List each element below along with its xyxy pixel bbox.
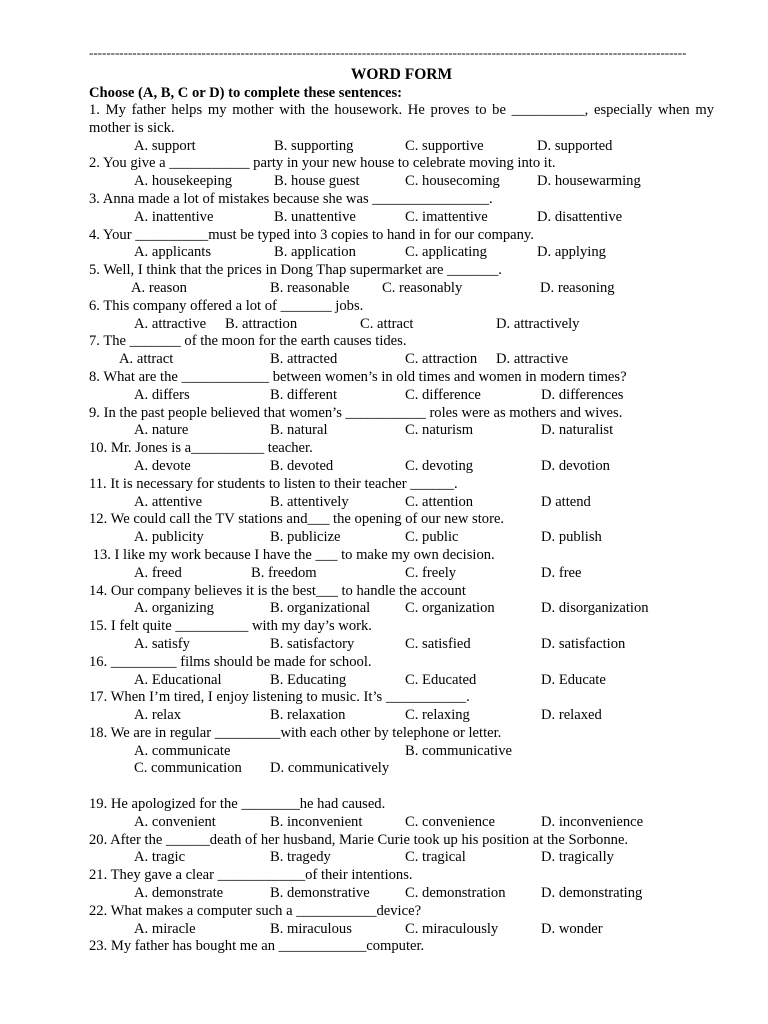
- option-6d: D. attractively: [496, 315, 580, 332]
- option-17a: A. relax: [134, 707, 182, 724]
- option-7a: A. attract: [119, 351, 174, 368]
- option-14c: C. organization: [405, 600, 495, 617]
- top-divider: ------------------------------------------------------------------------------------------------------------------------------------------: [89, 45, 687, 60]
- page-title: WORD FORM: [350, 66, 453, 83]
- question-12: 12. We could call the TV stations and___ the opening of our new store.: [89, 511, 505, 528]
- option-21b: B. demonstrative: [270, 885, 370, 902]
- option-13d: D. free: [541, 564, 582, 581]
- option-6c: C. attract: [360, 315, 414, 332]
- option-4b: B. application: [274, 244, 356, 261]
- option-9d: D. naturalist: [541, 422, 614, 439]
- question-7: 7. The _______ of the moon for the earth causes tides.: [89, 333, 407, 350]
- option-5d: D. reasoning: [540, 279, 615, 296]
- option-7d: D. attractive: [496, 351, 569, 368]
- option-10d: D. devotion: [541, 457, 610, 474]
- options-row-13: [89, 565, 714, 583]
- option-2b: B. house guest: [274, 173, 360, 190]
- option-4a: A. applicants: [134, 244, 212, 261]
- option-11c: C. attention: [405, 493, 474, 510]
- option-3a: A. inattentive: [134, 208, 214, 225]
- option-15b: B. satisfactory: [270, 635, 355, 652]
- options-row-17: [89, 707, 714, 725]
- option-2d: D. housewarming: [537, 173, 641, 190]
- option-18b: B. communicative: [405, 742, 512, 759]
- option-11d: D attend: [541, 493, 591, 510]
- options-row-18b: [89, 760, 714, 778]
- spacer: [89, 778, 714, 796]
- option-14a: A. organizing: [134, 600, 214, 617]
- option-1a: A. support: [134, 137, 196, 154]
- option-21d: D. demonstrating: [541, 885, 643, 902]
- option-15c: C. satisfied: [405, 635, 471, 652]
- option-22c: C. miraculously: [405, 920, 499, 937]
- option-4d: D. applying: [537, 244, 606, 261]
- options-row-20: [89, 849, 714, 867]
- option-12c: C. public: [405, 529, 459, 546]
- option-5a: A. reason: [131, 279, 187, 296]
- option-18c: C. communication: [134, 760, 242, 777]
- option-18d: D. communicatively: [270, 760, 390, 777]
- question-3: 3. Anna made a lot of mistakes because she was ________________.: [89, 190, 493, 207]
- option-17c: C. relaxing: [405, 707, 470, 724]
- question-8: 8. What are the ____________ between women’s in old times and women in modern times?: [89, 368, 627, 385]
- options-row-1: [89, 138, 714, 156]
- option-19b: B. inconvenient: [270, 813, 363, 830]
- options-row-16: [89, 672, 714, 690]
- question-19: 19. He apologized for the ________he had caused.: [89, 796, 386, 813]
- option-3c: C. imattentive: [405, 208, 488, 225]
- option-15d: D. satisfaction: [541, 635, 626, 652]
- option-1d: D. supported: [537, 137, 613, 154]
- options-row-9: [89, 422, 714, 440]
- option-7c: C. attraction: [405, 351, 478, 368]
- options-row-7: [89, 351, 714, 369]
- option-3d: D. disattentive: [537, 208, 623, 225]
- option-9a: A. nature: [134, 422, 189, 439]
- question-1: 1. My father helps my mother with the housework. He proves to be __________, especially when my mother is sick.: [89, 102, 714, 136]
- option-20d: D. tragically: [541, 849, 614, 866]
- option-11a: A. attentive: [134, 493, 203, 510]
- option-13a: A. freed: [134, 564, 182, 581]
- question-4: 4. Your __________must be typed into 3 copies to hand in for our company.: [89, 226, 534, 243]
- option-12b: B. publicize: [270, 529, 341, 546]
- question-6: 6. This company offered a lot of _______ jobs.: [89, 297, 364, 314]
- options-row-14: [89, 600, 714, 618]
- option-16b: B. Educating: [270, 671, 347, 688]
- option-20a: A. tragic: [134, 849, 186, 866]
- question-17: 17. When I’m tired, I enjoy listening to music. It’s ___________.: [89, 689, 470, 706]
- option-22a: A. miracle: [134, 920, 196, 937]
- question-9: 9. In the past people believed that women’s ___________ roles were as mothers and wives.: [89, 404, 623, 421]
- options-row-10: [89, 458, 714, 476]
- option-18a: A. communicate: [134, 742, 231, 759]
- question-16: 16. _________ films should be made for school.: [89, 653, 372, 670]
- options-row-6: [89, 316, 714, 334]
- option-1b: B. supporting: [274, 137, 354, 154]
- option-20c: C. tragical: [405, 849, 466, 866]
- option-20b: B. tragedy: [270, 849, 331, 866]
- option-8b: B. different: [270, 386, 338, 403]
- option-15a: A. satisfy: [134, 635, 190, 652]
- option-21a: A. demonstrate: [134, 885, 224, 902]
- option-17b: B. relaxation: [270, 707, 346, 724]
- option-6a: A. attractive: [134, 315, 207, 332]
- option-2a: A. housekeeping: [134, 173, 233, 190]
- option-9b: B. natural: [270, 422, 328, 439]
- option-7b: B. attracted: [270, 351, 338, 368]
- option-5c: C. reasonably: [382, 279, 463, 296]
- option-17d: D. relaxed: [541, 707, 602, 724]
- option-4c: C. applicating: [405, 244, 487, 261]
- question-10: 10. Mr. Jones is a__________ teacher.: [89, 440, 313, 457]
- options-row-22: [89, 921, 714, 939]
- question-21: 21. They gave a clear ____________of their intentions.: [89, 867, 413, 884]
- option-11b: B. attentively: [270, 493, 349, 510]
- option-8d: D. differences: [541, 386, 624, 403]
- options-row-3: [89, 209, 714, 227]
- question-15: 15. I felt quite __________ with my day’s work.: [89, 618, 372, 635]
- options-row-4: [89, 244, 714, 262]
- option-10b: B. devoted: [270, 457, 334, 474]
- option-3b: B. unattentive: [274, 208, 356, 225]
- option-16a: A. Educational: [134, 671, 222, 688]
- option-13b: B. freedom: [251, 564, 317, 581]
- question-20: 20. After the ______death of her husband, Marie Curie took up his position at the Sorbonne.: [89, 831, 629, 848]
- option-19a: A. convenient: [134, 813, 216, 830]
- question-18: 18. We are in regular _________with each other by telephone or letter.: [89, 724, 502, 741]
- question-11: 11. It is necessary for students to listen to their teacher ______.: [89, 475, 458, 492]
- worksheet-page: [89, 44, 714, 956]
- option-16d: D. Educate: [541, 671, 606, 688]
- option-1c: C. supportive: [405, 137, 484, 154]
- options-row-21: [89, 885, 714, 903]
- question-5: 5. Well, I think that the prices in Dong Thap supermarket are _______.: [89, 262, 502, 279]
- options-row-19: [89, 814, 714, 832]
- question-22: 22. What makes a computer such a ___________device?: [89, 902, 422, 919]
- instruction-text: Choose (A, B, C or D) to complete these sentences:: [89, 85, 403, 101]
- option-10c: C. devoting: [405, 457, 474, 474]
- option-5b: B. reasonable: [270, 279, 350, 296]
- question-2: 2. You give a ___________ party in your new house to celebrate moving into it.: [89, 155, 556, 172]
- option-6b: B. attraction: [225, 315, 298, 332]
- question-23: 23. My father has bought me an ____________computer.: [89, 938, 425, 955]
- option-21c: C. demonstration: [405, 885, 506, 902]
- option-10a: A. devote: [134, 457, 191, 474]
- options-row-15: [89, 636, 714, 654]
- option-12a: A. publicity: [134, 529, 204, 546]
- options-row-5: [89, 280, 714, 298]
- options-row-11: [89, 494, 714, 512]
- option-22d: D. wonder: [541, 920, 603, 937]
- option-19d: D. inconvenience: [541, 813, 644, 830]
- options-row-8: [89, 387, 714, 405]
- option-13c: C. freely: [405, 564, 457, 581]
- option-12d: D. publish: [541, 529, 602, 546]
- question-14: 14. Our company believes it is the best___ to handle the account: [89, 582, 466, 599]
- option-9c: C. naturism: [405, 422, 474, 439]
- option-8c: C. difference: [405, 386, 481, 403]
- question-13: 13. I like my work because I have the ___ to make my own decision.: [89, 546, 495, 563]
- options-row-2: [89, 173, 714, 191]
- option-14b: B. organizational: [270, 600, 371, 617]
- option-22b: B. miraculous: [270, 920, 352, 937]
- option-16c: C. Educated: [405, 671, 477, 688]
- option-19c: C. convenience: [405, 813, 495, 830]
- option-8a: A. differs: [134, 386, 190, 403]
- option-2c: C. housecoming: [405, 173, 500, 190]
- option-14d: D. disorganization: [541, 600, 649, 617]
- options-row-12: [89, 529, 714, 547]
- options-row-18a: [89, 743, 714, 761]
